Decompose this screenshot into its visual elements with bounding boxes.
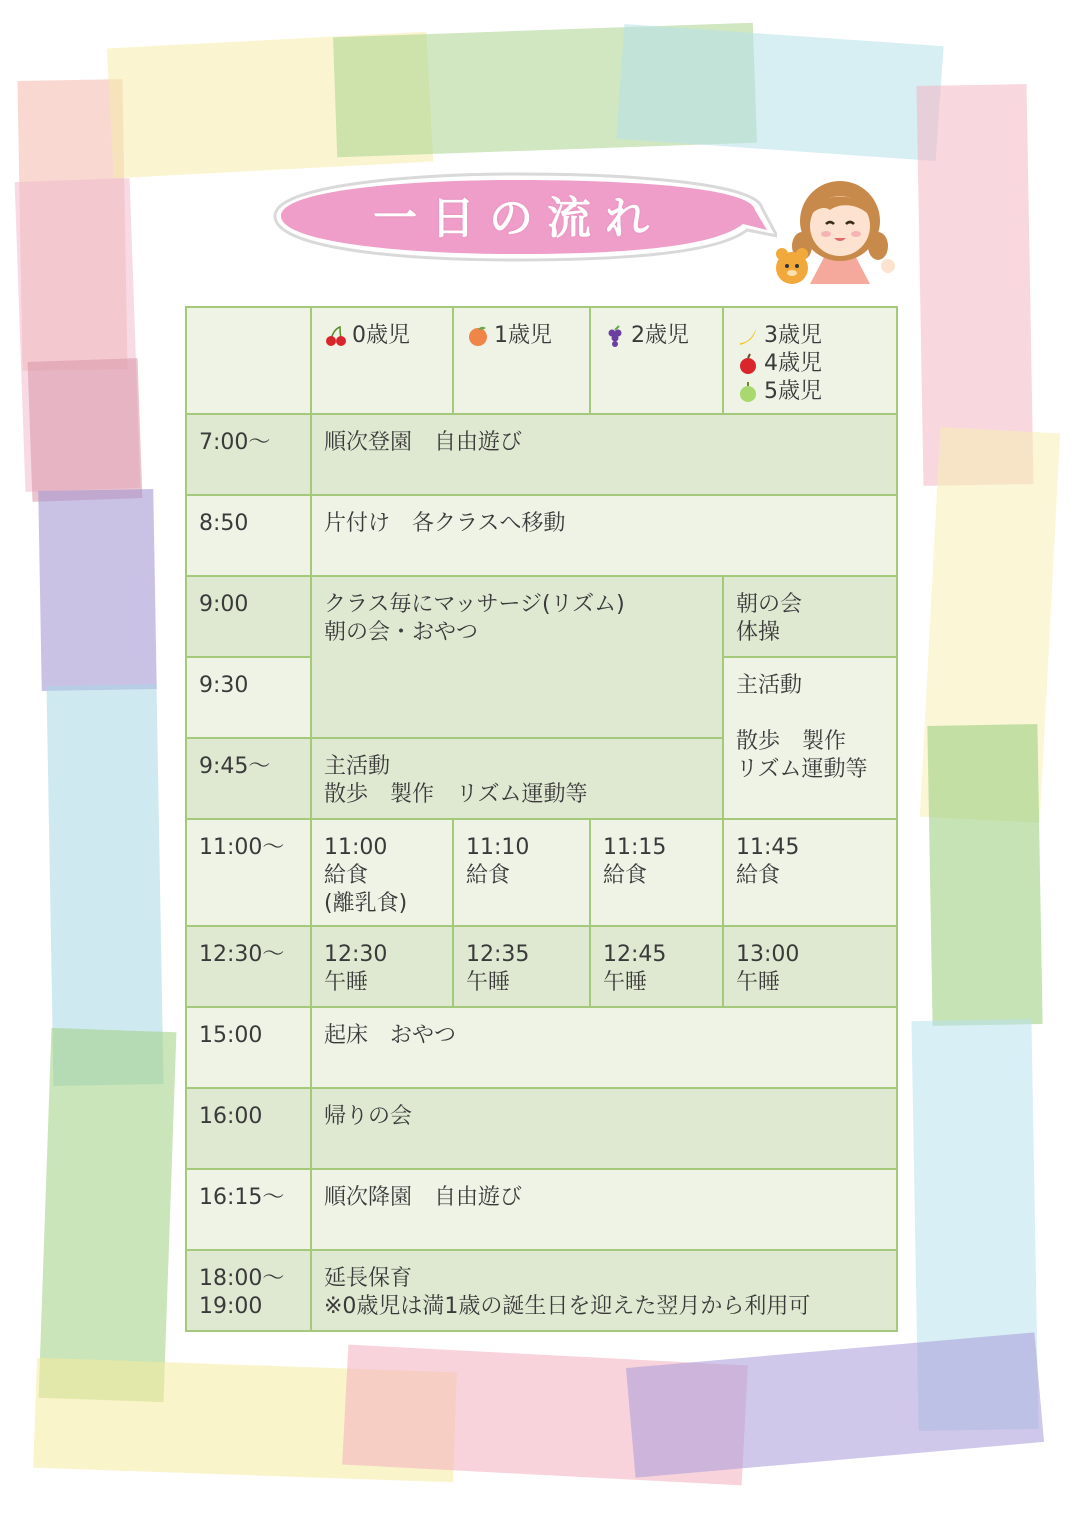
cell-time: 11:45 [736, 835, 800, 860]
cell-text: 午睡 [603, 970, 648, 995]
table-row [186, 819, 897, 926]
table-row [186, 495, 897, 576]
header-age-1 [453, 307, 590, 414]
time-cell: 9:00 [186, 576, 311, 657]
activity-line: 主活動 [324, 754, 391, 779]
age-label: 1歳児 [494, 323, 552, 348]
activity-line: 散歩 製作 [736, 729, 847, 754]
time-cell: 16:15〜 [186, 1169, 311, 1250]
header-age-2 [590, 307, 723, 414]
header-corner [186, 307, 311, 414]
tape-strip [927, 724, 1042, 1026]
nap-cell-0 [311, 926, 453, 1007]
age-label: 3歳児 [764, 323, 822, 348]
table-row [186, 1250, 897, 1331]
activity-cell: 片付け 各クラスへ移動 [311, 495, 897, 576]
time-cell [186, 1250, 311, 1331]
cherry-icon [324, 325, 348, 347]
cell-time: 12:35 [466, 942, 530, 967]
cell-text: 給食 [466, 863, 511, 888]
table-row [186, 1169, 897, 1250]
tape-strip [626, 1332, 1044, 1477]
activity-cell: 順次降園 自由遊び [311, 1169, 897, 1250]
cell-time: 12:45 [603, 942, 667, 967]
tape-strip [39, 1028, 177, 1402]
activity-cell: 起床 おやつ [311, 1007, 897, 1088]
cell-text: 午睡 [466, 970, 511, 995]
time-cell: 9:30 [186, 657, 311, 738]
activity-line: 朝の会 [736, 592, 803, 617]
cell-text: 午睡 [736, 970, 781, 995]
apple-icon [736, 353, 760, 375]
table-row [186, 414, 897, 495]
time-line: 19:00 [199, 1294, 263, 1319]
age-label: 4歳児 [764, 351, 822, 376]
activity-line: 延長保育 [324, 1266, 413, 1291]
lunch-cell-2 [590, 819, 723, 926]
age-label: 5歳児 [764, 379, 822, 404]
table-row [186, 576, 897, 657]
age-label: 0歳児 [352, 323, 410, 348]
activity-line: 体操 [736, 620, 781, 645]
cell-time: 11:10 [466, 835, 530, 860]
nap-cell-3 [723, 926, 897, 1007]
table-row [186, 1007, 897, 1088]
cell-time: 13:00 [736, 942, 800, 967]
lunch-cell-1 [453, 819, 590, 926]
time-cell: 16:00 [186, 1088, 311, 1169]
time-cell: 12:30〜 [186, 926, 311, 1007]
grape-icon [603, 325, 627, 347]
nap-cell-2 [590, 926, 723, 1007]
cell-text: 給食 [736, 863, 781, 888]
activity-cell [311, 1250, 897, 1331]
activity-line: 主活動 [736, 673, 803, 698]
peach-icon [466, 325, 490, 347]
table-row [186, 1088, 897, 1169]
activity-line: リズム運動等 [736, 757, 868, 782]
cell-text: (離乳食) [324, 891, 408, 916]
activity-cell: 帰りの会 [311, 1088, 897, 1169]
activity-cell-under3 [311, 738, 723, 819]
cell-text: 給食 [324, 863, 369, 888]
tape-strip [616, 24, 943, 161]
time-cell: 8:50 [186, 495, 311, 576]
nap-cell-1 [453, 926, 590, 1007]
activity-line: ※0歳児は満1歳の誕生日を迎えた翌月から利用可 [324, 1294, 811, 1319]
table-row [186, 926, 897, 1007]
time-cell: 15:00 [186, 1007, 311, 1088]
time-cell: 9:45〜 [186, 738, 311, 819]
page-title: 一日の流れ [373, 193, 663, 244]
melon-icon [736, 381, 760, 403]
activity-cell-older [723, 657, 897, 819]
activity-line: 散歩 製作 リズム運動等 [324, 782, 588, 807]
lunch-cell-3 [723, 819, 897, 926]
activity-cell: 順次登園 自由遊び [311, 414, 897, 495]
table-header-row [186, 307, 897, 414]
time-cell: 7:00〜 [186, 414, 311, 495]
cell-text: 午睡 [324, 970, 369, 995]
tape-strip [38, 489, 156, 691]
tape-strip [47, 684, 164, 1086]
teacher-illustration [770, 176, 900, 306]
tape-strip [28, 358, 143, 502]
cell-text: 給食 [603, 863, 648, 888]
header-age-3-5 [723, 307, 897, 414]
age-label: 2歳児 [631, 323, 689, 348]
cell-time: 12:30 [324, 942, 388, 967]
tape-strip [917, 84, 1034, 486]
activity-cell-older [723, 576, 897, 657]
header-age-0 [311, 307, 453, 414]
daily-schedule-table [185, 306, 898, 1332]
time-cell: 11:00〜 [186, 819, 311, 926]
activity-line: クラス毎にマッサージ(リズム) [324, 592, 625, 617]
banana-icon [736, 325, 760, 347]
time-line: 18:00〜 [199, 1266, 285, 1291]
cell-time: 11:15 [603, 835, 667, 860]
activity-line: 朝の会・おやつ [324, 620, 479, 645]
lunch-cell-0 [311, 819, 453, 926]
activity-cell-under3 [311, 576, 723, 738]
cell-time: 11:00 [324, 835, 388, 860]
